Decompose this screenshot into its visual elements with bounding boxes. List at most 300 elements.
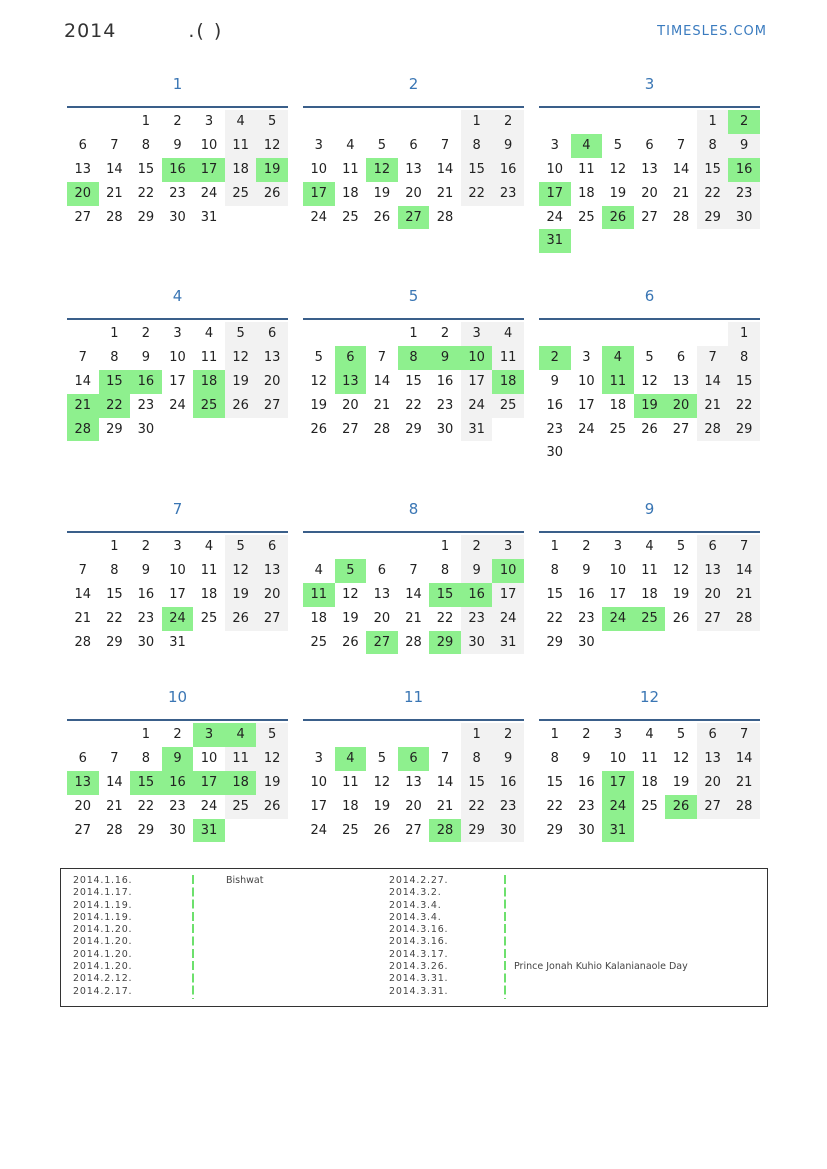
day-cell: 7: [440, 750, 450, 766]
day-cell: 5: [613, 137, 623, 153]
day-cell: 16: [436, 373, 454, 389]
month-1: [67, 72, 288, 229]
day-cell: 30: [578, 634, 595, 650]
day-cell: 10: [169, 562, 186, 578]
day-cell: 21: [74, 610, 92, 626]
day-cell: 1: [110, 539, 119, 554]
holiday-dates-left: [73, 875, 132, 998]
day-cell: 6: [697, 535, 729, 559]
day-cell: 15: [546, 774, 564, 790]
month-divider: [303, 318, 524, 320]
holiday-names-left: [226, 875, 263, 998]
holiday-day-cell: 2: [728, 110, 760, 134]
day-cell: 6: [256, 535, 288, 559]
holiday-day-cell: 6: [335, 346, 367, 370]
month-title: 7: [172, 500, 183, 518]
day-cell: 21: [405, 610, 422, 626]
holiday-day-cell: 25: [634, 607, 666, 631]
day-cell: 28: [106, 822, 123, 838]
month-title: 1: [172, 75, 183, 93]
day-cell: 23: [578, 610, 595, 626]
day-cell: 3: [492, 535, 524, 559]
month-divider: [67, 106, 288, 108]
holiday-day-cell: 25: [193, 394, 225, 418]
day-cell: 21: [672, 185, 690, 201]
day-cell: 6: [78, 750, 87, 766]
holiday-names-right: [514, 875, 688, 998]
empty-cell: [697, 322, 729, 346]
day-cell: 17: [169, 373, 186, 389]
day-cell: 18: [641, 586, 658, 602]
day-cell: 25: [225, 795, 257, 819]
holiday-day-cell: 16: [728, 158, 760, 182]
day-cell: 3: [461, 322, 493, 346]
day-cell: 17: [169, 586, 186, 602]
day-cell: 2: [582, 727, 591, 742]
day-cell: 19: [256, 771, 288, 795]
day-cell: 19: [342, 610, 359, 626]
day-cell: 25: [609, 421, 627, 437]
month-11: [303, 685, 524, 842]
day-cell: 29: [546, 822, 564, 838]
month-divider: [539, 531, 760, 533]
holiday-entry: [226, 924, 263, 936]
empty-cell: [366, 322, 398, 346]
day-cell: 20: [256, 583, 288, 607]
empty-cell: [429, 110, 461, 134]
day-cell: 11: [641, 562, 658, 578]
day-cell: 1: [550, 539, 559, 554]
day-cell: 24: [310, 822, 328, 838]
day-cell: 26: [641, 421, 658, 437]
day-cell: 27: [256, 394, 288, 418]
holiday-entry: [226, 986, 263, 998]
empty-cell: [303, 723, 335, 747]
empty-cell: [366, 110, 398, 134]
day-cell: 19: [310, 397, 328, 413]
day-cell: 18: [310, 610, 328, 626]
holiday-day-cell: 5: [335, 559, 367, 583]
day-cell: 21: [373, 397, 391, 413]
day-cell: 11: [492, 346, 524, 370]
day-cell: 22: [546, 610, 564, 626]
day-cell: 1: [697, 110, 729, 134]
month-title: 2: [408, 75, 419, 93]
day-cell: 16: [578, 774, 595, 790]
holiday-day-cell: 16: [162, 771, 194, 795]
empty-cell: [99, 110, 131, 134]
day-cell: 7: [440, 137, 450, 153]
day-cell: 16: [492, 771, 524, 795]
holiday-day-cell: 22: [99, 394, 131, 418]
day-cell: 2: [492, 723, 524, 747]
holiday-entry: 2014.3.31.: [389, 973, 449, 985]
holiday-day-cell: 18: [225, 771, 257, 795]
day-cell: 4: [314, 562, 323, 578]
day-cell: 26: [310, 421, 328, 437]
day-cell: 17: [461, 370, 493, 394]
day-cell: 12: [342, 586, 359, 602]
day-cell: 27: [697, 795, 729, 819]
day-cell: 3: [314, 750, 323, 766]
day-cell: 31: [200, 209, 218, 225]
day-cell: 15: [697, 158, 729, 182]
day-cell: 5: [676, 539, 686, 554]
day-cell: 13: [697, 559, 729, 583]
month-divider: [303, 106, 524, 108]
day-cell: 9: [492, 134, 524, 158]
day-cell: 18: [342, 185, 359, 201]
day-cell: 20: [697, 771, 729, 795]
day-cell: 24: [200, 798, 218, 814]
day-cell: 13: [405, 774, 422, 790]
day-cell: 7: [697, 346, 729, 370]
holiday-entry: 2014.2.12.: [73, 973, 133, 985]
day-cell: 24: [169, 397, 186, 413]
day-cell: 26: [373, 822, 391, 838]
day-cell: 30: [436, 421, 454, 437]
day-cell: 8: [550, 562, 559, 578]
day-cell: 28: [74, 634, 92, 650]
empty-cell: [303, 322, 335, 346]
day-cell: 24: [310, 209, 328, 225]
holiday-entry: [226, 900, 263, 912]
holiday-entry: [514, 887, 688, 899]
holiday-day-cell: 18: [193, 370, 225, 394]
day-cell: 12: [672, 750, 690, 766]
day-cell: 23: [169, 798, 186, 814]
month-title: 4: [172, 287, 183, 305]
day-cell: 3: [613, 727, 623, 742]
holiday-marker-right: [504, 875, 506, 999]
day-cell: 21: [106, 185, 123, 201]
day-cell: 15: [728, 370, 760, 394]
day-cell: 1: [550, 727, 559, 742]
day-cell: 29: [137, 209, 155, 225]
day-cell: 26: [373, 209, 391, 225]
day-cell: 20: [256, 370, 288, 394]
holiday-day-cell: 13: [67, 771, 99, 795]
holiday-day-cell: 4: [571, 134, 603, 158]
holiday-entry: [514, 949, 688, 961]
month-divider: [303, 719, 524, 721]
holiday-entry: Prince Jonah Kuhio Kalanianaole Day: [514, 961, 688, 973]
empty-cell: [539, 322, 571, 346]
day-cell: 5: [256, 110, 288, 134]
day-cell: 30: [578, 822, 595, 838]
empty-cell: [366, 723, 398, 747]
day-cell: 24: [492, 607, 524, 631]
holiday-day-cell: 28: [429, 819, 461, 843]
holiday-day-cell: 4: [602, 346, 634, 370]
holiday-day-cell: 19: [634, 394, 666, 418]
day-cell: 22: [461, 795, 493, 819]
empty-cell: [398, 723, 430, 747]
month-title: 5: [408, 287, 419, 305]
holiday-entry: 2014.1.16.: [73, 875, 133, 886]
day-cell: 29: [461, 819, 493, 843]
day-cell: 7: [78, 562, 87, 578]
holiday-day-cell: 17: [303, 182, 335, 206]
day-cell: 14: [405, 586, 422, 602]
day-cell: 11: [225, 747, 257, 771]
holiday-day-cell: 6: [398, 747, 430, 771]
day-cell: 9: [461, 559, 493, 583]
holiday-day-cell: 16: [461, 583, 493, 607]
day-cell: 14: [728, 747, 760, 771]
day-cell: 27: [405, 822, 422, 838]
day-cell: 24: [461, 394, 493, 418]
day-cell: 26: [342, 634, 359, 650]
empty-cell: [67, 535, 99, 559]
day-cell: 13: [672, 373, 690, 389]
day-cell: 7: [78, 349, 87, 365]
day-cell: 13: [256, 559, 288, 583]
day-cell: 31: [492, 631, 524, 655]
day-cell: 14: [728, 559, 760, 583]
day-cell: 29: [106, 634, 123, 650]
day-cell: 23: [137, 610, 155, 626]
day-cell: 23: [169, 185, 186, 201]
day-cell: 13: [405, 161, 422, 177]
holiday-day-cell: 29: [429, 631, 461, 655]
month-grid: [539, 535, 760, 654]
empty-cell: [429, 723, 461, 747]
month-divider: [539, 106, 760, 108]
day-cell: 8: [550, 750, 559, 766]
holiday-dates-right: [389, 875, 448, 998]
day-cell: 6: [78, 137, 87, 153]
day-cell: 27: [256, 607, 288, 631]
day-cell: 30: [461, 631, 493, 655]
holiday-entry: 2014.3.4.: [389, 899, 442, 911]
holiday-entry: 2014.3.16.: [389, 924, 449, 936]
day-cell: 20: [641, 185, 658, 201]
day-cell: 12: [225, 346, 257, 370]
holiday-entry: 2014.1.20.: [73, 936, 133, 948]
day-cell: 4: [645, 539, 654, 554]
month-grid: [67, 535, 288, 654]
holiday-day-cell: 27: [398, 206, 430, 230]
holiday-entry: [514, 936, 688, 948]
day-cell: 21: [697, 394, 729, 418]
day-cell: 23: [137, 397, 155, 413]
holiday-day-cell: 31: [193, 819, 225, 843]
holiday-day-cell: 3: [193, 723, 225, 747]
month-title: 9: [644, 500, 655, 518]
holiday-day-cell: 15: [429, 583, 461, 607]
day-cell: 20: [405, 798, 422, 814]
month-8: [303, 497, 524, 654]
day-cell: 12: [609, 161, 627, 177]
day-cell: 2: [440, 326, 450, 341]
site-logo[interactable]: TIMESLES.COM: [657, 24, 767, 39]
day-cell: 6: [676, 349, 686, 365]
day-cell: 20: [405, 185, 422, 201]
empty-cell: [602, 322, 634, 346]
holiday-entry: 2014.3.4.: [389, 911, 442, 923]
day-cell: 21: [106, 798, 123, 814]
holiday-day-cell: 9: [429, 346, 461, 370]
day-cell: 22: [546, 798, 564, 814]
day-cell: 14: [697, 370, 729, 394]
day-cell: 28: [436, 209, 454, 225]
day-cell: 26: [256, 182, 288, 206]
holiday-day-cell: 16: [162, 158, 194, 182]
day-cell: 22: [405, 397, 422, 413]
day-cell: 10: [310, 774, 328, 790]
holiday-entry: [514, 924, 688, 936]
day-cell: 3: [173, 539, 182, 554]
holiday-day-cell: 17: [193, 771, 225, 795]
holiday-day-cell: 11: [602, 370, 634, 394]
day-cell: 8: [141, 137, 151, 153]
empty-cell: [602, 110, 634, 134]
day-cell: 2: [492, 110, 524, 134]
day-cell: 5: [256, 723, 288, 747]
day-cell: 23: [436, 397, 454, 413]
holiday-day-cell: 18: [492, 370, 524, 394]
day-cell: 12: [256, 747, 288, 771]
holiday-entry: [226, 912, 263, 924]
day-cell: 24: [546, 209, 564, 225]
holiday-day-cell: 9: [162, 747, 194, 771]
holiday-day-cell: 19: [256, 158, 288, 182]
holiday-day-cell: 10: [461, 346, 493, 370]
day-cell: 30: [728, 206, 760, 230]
day-cell: 3: [204, 114, 214, 129]
holiday-entry: 2014.1.17.: [73, 887, 133, 899]
day-cell: 22: [106, 610, 123, 626]
day-cell: 11: [200, 349, 218, 365]
holiday-day-cell: 8: [398, 346, 430, 370]
holiday-day-cell: 28: [67, 418, 99, 442]
empty-cell: [67, 110, 99, 134]
empty-cell: [303, 110, 335, 134]
empty-cell: [335, 110, 367, 134]
day-cell: 7: [728, 723, 760, 747]
day-cell: 11: [200, 562, 218, 578]
day-cell: 30: [169, 822, 186, 838]
day-cell: 5: [377, 750, 387, 766]
holiday-day-cell: 12: [366, 158, 398, 182]
day-cell: 20: [373, 610, 391, 626]
day-cell: 24: [200, 185, 218, 201]
holiday-day-cell: 24: [162, 607, 194, 631]
empty-cell: [398, 535, 430, 559]
day-cell: 7: [110, 137, 119, 153]
day-cell: 25: [342, 209, 359, 225]
holiday-day-cell: 24: [602, 795, 634, 819]
holiday-entry: [514, 973, 688, 985]
day-cell: 8: [461, 747, 493, 771]
day-cell: 27: [697, 607, 729, 631]
day-cell: 4: [204, 539, 214, 554]
day-cell: 9: [492, 747, 524, 771]
holiday-day-cell: 20: [67, 182, 99, 206]
day-cell: 2: [173, 727, 182, 742]
day-cell: 18: [342, 798, 359, 814]
day-cell: 9: [141, 562, 151, 578]
day-cell: 26: [225, 394, 257, 418]
day-cell: 10: [200, 137, 218, 153]
day-cell: 2: [582, 539, 591, 554]
month-divider: [539, 318, 760, 320]
day-cell: 9: [728, 134, 760, 158]
day-cell: 15: [106, 586, 123, 602]
day-cell: 5: [225, 535, 257, 559]
holiday-day-cell: 17: [539, 182, 571, 206]
day-cell: 31: [169, 634, 186, 650]
day-cell: 30: [546, 445, 564, 461]
month-grid: [303, 322, 524, 441]
day-cell: 6: [645, 137, 654, 153]
day-cell: 22: [137, 798, 155, 814]
day-cell: 14: [74, 373, 92, 389]
day-cell: 25: [200, 610, 218, 626]
day-cell: 27: [74, 822, 92, 838]
day-cell: 13: [641, 161, 658, 177]
holiday-entry: 2014.3.31.: [389, 985, 449, 997]
day-cell: 8: [461, 134, 493, 158]
month-grid: [303, 535, 524, 654]
day-cell: 18: [200, 586, 218, 602]
holiday-entry: 2014.3.17.: [389, 948, 449, 960]
day-cell: 28: [106, 209, 123, 225]
day-cell: 23: [546, 421, 564, 437]
month-grid: [303, 110, 524, 229]
empty-cell: [665, 110, 697, 134]
day-cell: 21: [728, 771, 760, 795]
day-cell: 15: [405, 373, 422, 389]
day-cell: 1: [728, 322, 760, 346]
month-title: 11: [403, 688, 424, 706]
day-cell: 4: [204, 326, 214, 341]
holiday-entry: [226, 887, 263, 899]
day-cell: 20: [74, 798, 92, 814]
day-cell: 21: [436, 185, 454, 201]
empty-cell: [571, 322, 603, 346]
day-cell: 14: [373, 373, 391, 389]
day-cell: 20: [342, 397, 359, 413]
day-cell: 28: [697, 418, 729, 442]
day-cell: 18: [609, 397, 627, 413]
day-cell: 8: [110, 349, 119, 365]
day-cell: 17: [578, 397, 595, 413]
month-grid: [67, 322, 288, 441]
month-2: [303, 72, 524, 229]
day-cell: 19: [225, 583, 257, 607]
day-cell: 1: [440, 539, 450, 554]
month-5: [303, 284, 524, 441]
month-divider: [303, 531, 524, 533]
day-cell: 22: [697, 182, 729, 206]
day-cell: 14: [672, 161, 690, 177]
holiday-entry: 2014.2.27.: [389, 875, 449, 886]
day-cell: 11: [342, 161, 359, 177]
day-cell: 13: [74, 161, 92, 177]
holiday-entry: [514, 875, 688, 887]
month-6: [539, 284, 760, 465]
day-cell: 7: [676, 137, 686, 153]
holiday-entry: [226, 961, 263, 973]
holiday-marker-left: [192, 875, 194, 999]
day-cell: 29: [546, 634, 564, 650]
empty-cell: [67, 723, 99, 747]
holiday-entry: 2014.1.19.: [73, 911, 133, 923]
day-cell: 3: [550, 137, 559, 153]
day-cell: 10: [578, 373, 595, 389]
